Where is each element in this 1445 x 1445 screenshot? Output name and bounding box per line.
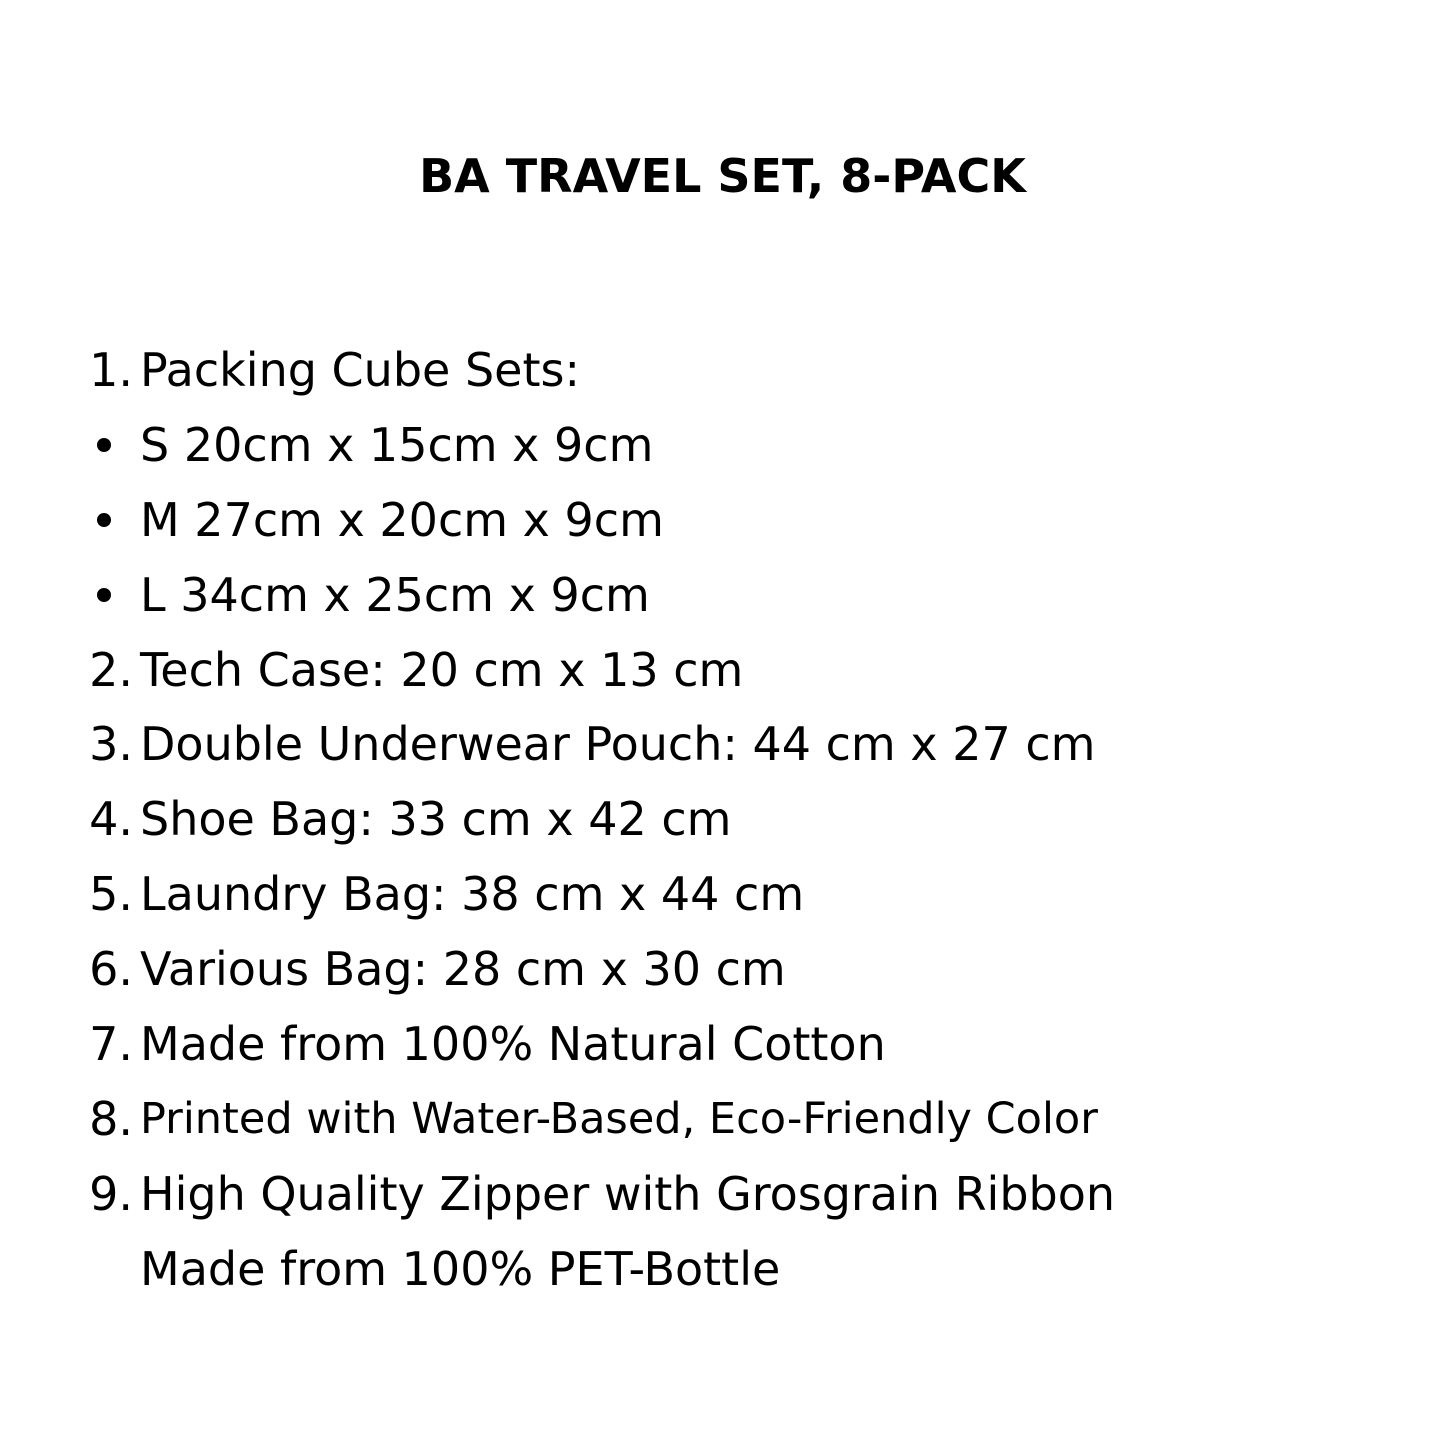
- bullet-icon: [97, 438, 111, 452]
- item-number: 7.: [89, 1017, 133, 1072]
- spec-list: [0, 333, 1445, 1307]
- item-text: L 34cm x 25cm x 9cm: [140, 567, 650, 622]
- item-number: 4.: [89, 792, 133, 847]
- item-text: Made from 100% PET-Bottle: [140, 1241, 781, 1296]
- item-text: Laundry Bag: 38 cm x 44 cm: [140, 867, 805, 922]
- item-text: S 20cm x 15cm x 9cm: [140, 417, 654, 472]
- list-item: [0, 1007, 1445, 1082]
- item-text: Double Underwear Pouch: 44 cm x 27 cm: [140, 717, 1096, 772]
- item-number: 5.: [89, 867, 133, 922]
- list-item: [0, 333, 1445, 408]
- list-item: [0, 1157, 1445, 1232]
- list-item: [0, 408, 1445, 483]
- item-number: 6.: [89, 942, 133, 997]
- bullet-icon: [97, 588, 111, 602]
- item-text: Made from 100% Natural Cotton: [140, 1017, 886, 1072]
- item-number: 2.: [89, 642, 133, 697]
- item-text: Packing Cube Sets:: [140, 343, 580, 397]
- list-item: [0, 558, 1445, 633]
- item-text: Printed with Water-Based, Eco-Friendly Color: [140, 1093, 1098, 1144]
- item-number: 8.: [89, 1091, 133, 1146]
- item-number: 3.: [89, 717, 133, 772]
- list-item: [0, 483, 1445, 558]
- item-text: Shoe Bag: 33 cm x 42 cm: [140, 792, 732, 847]
- page-title: BA TRAVEL SET, 8-PACK: [419, 149, 1026, 203]
- list-item: [0, 1082, 1445, 1157]
- list-item-continuation: [0, 1232, 1445, 1307]
- item-text: High Quality Zipper with Grosgrain Ribbon: [140, 1166, 1116, 1221]
- item-number: 1.: [89, 343, 133, 397]
- item-text: Tech Case: 20 cm x 13 cm: [140, 642, 744, 697]
- list-item: [0, 782, 1445, 857]
- list-item: [0, 932, 1445, 1007]
- list-item: [0, 857, 1445, 932]
- list-item: [0, 707, 1445, 782]
- item-text: M 27cm x 20cm x 9cm: [140, 492, 664, 547]
- list-item: [0, 633, 1445, 708]
- item-text: Various Bag: 28 cm x 30 cm: [140, 942, 786, 997]
- bullet-icon: [97, 513, 111, 527]
- item-number: 9.: [89, 1166, 133, 1221]
